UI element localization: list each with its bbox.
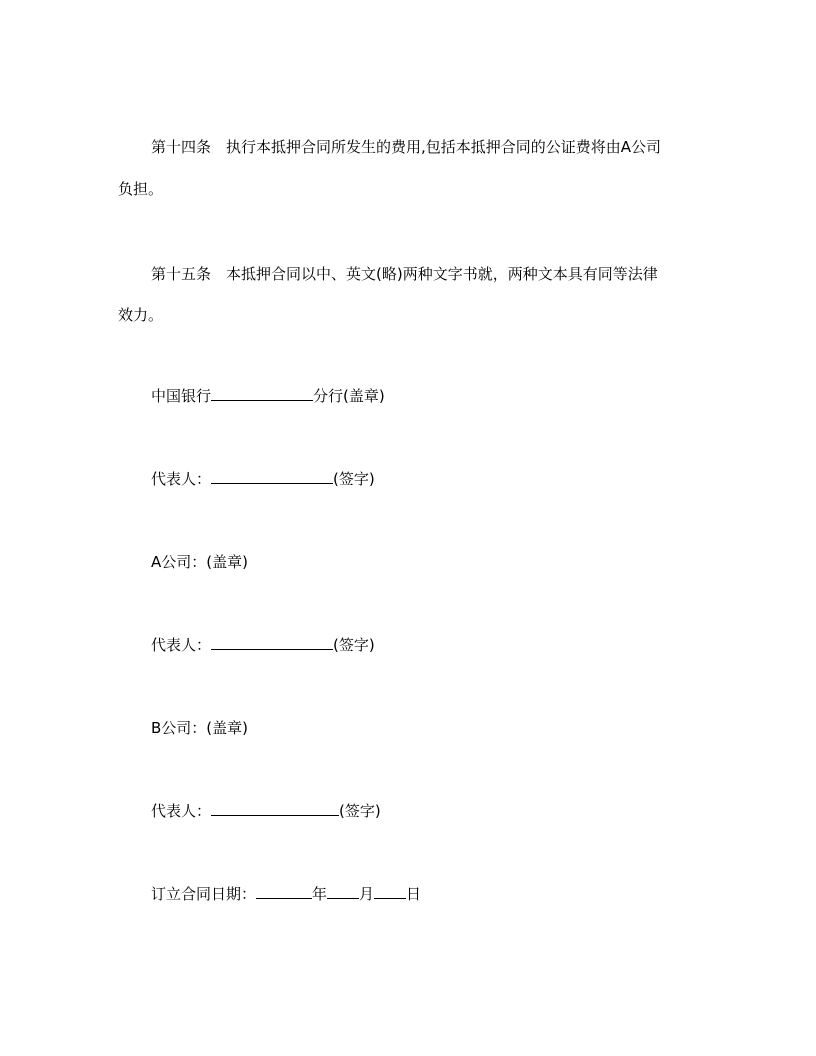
date-label: 订立合同日期：	[151, 885, 257, 903]
representative-line-1	[151, 469, 375, 489]
day-label: 日	[406, 885, 422, 903]
month-label: 月	[359, 885, 375, 903]
signature-note: (签字)	[333, 636, 375, 654]
representative-label: 代表人：	[151, 470, 212, 488]
representative-blank	[211, 469, 333, 484]
bank-branch-blank	[211, 386, 313, 401]
representative-line-2	[151, 635, 375, 655]
clause-15-line-2: 效力。	[118, 306, 164, 324]
signature-note: (签字)	[339, 802, 381, 820]
bank-name-suffix: 分行(盖章)	[313, 387, 385, 405]
year-blank	[256, 884, 312, 899]
signature-note: (签字)	[333, 470, 375, 488]
representative-line-3	[151, 801, 381, 821]
company-a-seal-line: A公司：(盖章)	[151, 553, 248, 571]
clause-14-line-2: 负担。	[118, 180, 164, 198]
month-blank	[327, 884, 359, 899]
representative-label: 代表人：	[151, 802, 212, 820]
clause-14-line-1: 第十四条 执行本抵押合同所发生的费用,包括本抵押合同的公证费将由A公司	[151, 138, 662, 156]
year-label: 年	[312, 885, 328, 903]
clause-15-line-1: 第十五条 本抵押合同以中、英文(略)两种文字书就，两种文本具有同等法律	[151, 265, 658, 283]
representative-blank	[211, 635, 333, 650]
representative-label: 代表人：	[151, 636, 212, 654]
company-b-seal-line: B公司：(盖章)	[151, 719, 248, 737]
day-blank	[374, 884, 406, 899]
bank-signature-line	[151, 386, 385, 406]
contract-date-line	[151, 884, 421, 904]
representative-blank	[211, 801, 339, 816]
bank-name-prefix: 中国银行	[151, 387, 212, 405]
